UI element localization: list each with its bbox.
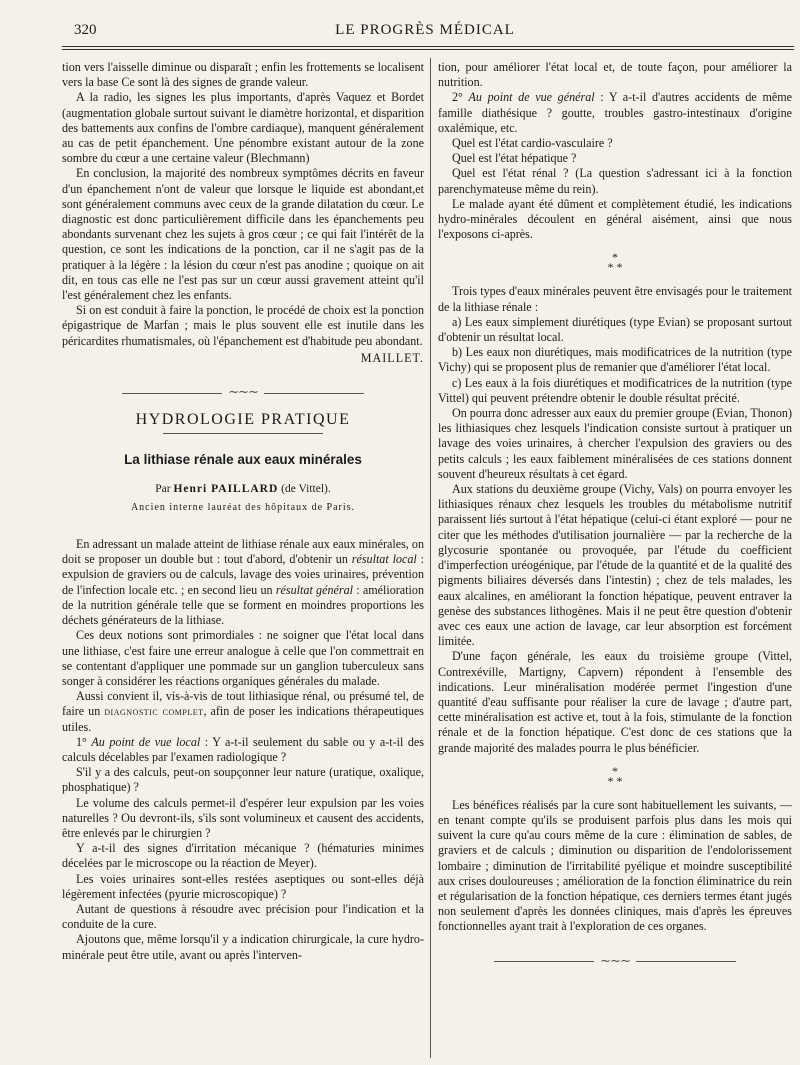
- paragraph: Si on est conduit à faire la ponction, le procédé de choix est la ponction épigastrique de Marfan ; mais le plus souvent elle est inutile dans les péricardites rhumatismales, où l'épanchement est d'habitude peu abondant.: [62, 303, 424, 348]
- paragraph: Les voies urinaires sont-elles restées aseptiques ou sont-elles déjà légèrement infectées (pyurie microscopique) ?: [62, 871, 424, 901]
- paragraph: Aux stations du deuxième groupe (Vichy, Vals) on pourra envoyer les lithiasiques rénaux chez lesquels les troubles du métabolisme nutritif paraissent liés surtout à l'état hépatique (celui-ci étant exploré — pour ne citer que les méthodes d'utilisation journalière — par la recherche de la glycosurie spontanée ou provoquée, par l'étude du coefficient d'imperfection uréogénique, par l'étude de la quantité et de la qualité des pigments biliaires déversés dans l'intestin) ; chez de tels malades, les eaux alcalines, en améliorant la fonction hépatique, peuvent entraver la genèse des substances lithogènes. Mais il ne peut être question d'obtenir avec ces eaux une action de lavage, car leur absorption est forcément limitée.: [438, 482, 792, 649]
- paragraph: Ces deux notions sont primordiales : ne soigner que l'état local dans une lithiase, c'est faire une erreur analogue à celle que l'on commettrait en se contentant d'appliquer une pommade sur un ganglion tuberculeux sans songer à considérer les réactions organiques générales du malade.: [62, 628, 424, 688]
- paragraph: Trois types d'eaux minérales peuvent être envisagés pour le traitement de la lithiase rénale :: [438, 284, 792, 314]
- paragraph: Quel est l'état cardio-vasculaire ?: [452, 136, 613, 151]
- section-title: HYDROLOGIE PRATIQUE: [135, 411, 351, 429]
- header-rule: [62, 46, 794, 47]
- paragraph: tion vers l'aisselle diminue ou disparaît ; enfin les frottements se localisent vers la base Ce sont là des signes de grande valeur.: [62, 60, 424, 90]
- paragraph: A la radio, les signes les plus importants, d'après Vaquez et Bordet (augmentation globale surtout suivant le diamètre horizontal, et disparition des battements aux confins de l'ombre cardiaque), manquent généralement au cas de petit épanchement. Une pénombre existant autour de la zone sombre du cœur a une certaine valeur (Blechmann): [62, 90, 424, 166]
- byline-prefix: Par: [155, 482, 171, 495]
- left-column: [62, 60, 424, 963]
- paragraph: b) Les eaux non diurétiques, mais modificatrices de la nutrition (type Vichy) qui se proposent plus de remanier que d'améliorer l'état local.: [438, 345, 792, 375]
- paragraph: Les bénéfices réalisés par la cure sont habituellement les suivants, — en tenant compte qu'ils se produisent parfois plus dans les mois qui suivent la cure qu'au cours même de la cure : élimination de sables, de graviers et de calculs ; diminution ou disparition de l'endolorissement lombaire ; diminution de l'irritabilité pyélique et moindre susceptibilité aux crises douloureuses ; amélioration de la fonction éliminatrice du rein et régularisation de la fonction hépatique, ces derniers termes étant jugés non seulement d'après les données cliniques, mais d'après les épreuves fonctionnelles ayant trait à l'exploration de ces organes.: [438, 797, 792, 934]
- paragraph: Autant de questions à résoudre avec précision pour l'indication et la conduite de la cure.: [62, 901, 424, 932]
- paragraph: Ajoutons que, même lorsqu'il y a indication chirurgicale, la cure hydro-minérale peut être utile, avant ou après l'interven-: [62, 932, 424, 962]
- byline: [62, 482, 424, 497]
- page-header: [62, 22, 788, 44]
- asterism-separator: * * *: [607, 250, 623, 275]
- paragraph: 1° Au point de vue local : Y a-t-il seulement du sable ou y a-t-il des calculs décelables par l'examen radiologique ?: [62, 734, 424, 764]
- paragraph: En conclusion, la majorité des nombreux symptômes décrits en faveur d'un épanchement n'ont de valeur que lorsque le liquide est abondant,et sont généralement communs avec ceux de la grande dilatation du cœur. Le diagnostic est donc particulièrement difficile dans les épanchements peu abondants survenant chez les sujets à gros cœur ; ce qui fait l'intérêt de la question, ce sont les indications de la ponction, car il ne s'agit pas de la pratiquer à la légère : la lésion du cœur n'est pas anodine ; quoique on ait dit, en tous cas elle ne l'est pas sur un cœur aussi gravement atteint qu'il l'est généralement chez les enfants.: [62, 166, 424, 303]
- asterism-separator: * * *: [607, 763, 623, 788]
- section-ornament: ∼∼∼: [62, 384, 424, 400]
- header-rule-double: [62, 49, 794, 50]
- right-column: [438, 60, 792, 979]
- section-rule: [163, 433, 323, 434]
- paragraph: Quel est l'état hépatique ?: [452, 151, 577, 166]
- paragraph: tion, pour améliorer l'état local et, de toute façon, pour améliorer la nutrition.: [438, 60, 792, 90]
- author-name: Henri PAILLARD: [173, 482, 279, 495]
- author-signature: MAILLET.: [360, 350, 424, 365]
- paragraph: D'une façon générale, les eaux du troisième groupe (Vittel, Contrexéville, Martigny, Capvern) répondent à l'ensemble des indications. Leur minéralisation modérée permet l'ingestion d'une quantité d'eau suffisante pour réaliser la cure de lavage ; d'autre part, cette minéralisation est active et, tout à la fois, stimulante de la fonction rénale et de la fonction hépatique. C'est donc de ces stations que la grande majorité des malades pourra le plus bénéficier.: [438, 649, 792, 755]
- column-divider: [430, 58, 431, 1058]
- paragraph: a) Les eaux simplement diurétiques (type Evian) se proposant surtout d'obtenir un résultat local.: [438, 314, 792, 345]
- page-number: 320: [74, 22, 97, 38]
- paragraph: Y a-t-il des signes d'irritation mécanique ? (hématuries minimes décelées par le microscope ou la réaction de Meyer).: [62, 841, 424, 871]
- end-ornament: ∼∼∼: [438, 953, 792, 969]
- paragraph: 2° Au point de vue général : Y a-t-il d'autres accidents de même famille diathésique ? goutte, troubles gastro-intestinaux d'origine oxalémique, etc.: [438, 90, 792, 135]
- paragraph: Quel est l'état rénal ? (La question s'adressant ici à la fonction parenchymateuse même du rein).: [438, 166, 792, 196]
- author-affiliation: Ancien interne lauréat des hôpitaux de Paris.: [130, 501, 356, 513]
- paragraph: On pourra donc adresser aux eaux du premier groupe (Evian, Thonon) les lithiasiques chez lesquels l'indication consiste surtout à pratiquer un lavage des voies urinaires, à chercher l'expulsion des graviers ou des petits calculs ; les eaux faiblement minéralisées de ces stations donnent souvent d'heureux résultats à cet égard.: [438, 406, 792, 481]
- paragraph: S'il y a des calculs, peut-on soupçonner leur nature (uratique, oxalique, phosphatique) ?: [62, 765, 424, 795]
- running-title: LE PROGRÈS MÉDICAL: [335, 22, 515, 38]
- paragraph: Le malade ayant été dûment et complètement étudié, les indications hydro-minérales découlent en général aisément, ainsi que nous l'exposons ci-après.: [438, 196, 792, 242]
- paragraph: c) Les eaux à la fois diurétiques et modificatrices de la nutrition (type Vittel) qui peuvent prétendre obtenir le double résultat précité.: [438, 375, 792, 405]
- paragraph: Le volume des calculs permet-il d'espérer leur expulsion par les voies naturelles ? Ou devront-ils, s'ils sont volumineux et causent des accidents, être enlevés par le chirurgien ?: [62, 795, 424, 840]
- paragraph: En adressant un malade atteint de lithiase rénale aux eaux minérales, on doit se proposer un double but : tout d'abord, d'obtenir un résultat local : expulsion de graviers ou de calculs, lavage des voies urinaires, prévention de l'infection locale etc. ; en second lieu un résultat général : amélioration de la nutrition générale telle que se forment en moindres proportions les déchets générateurs de la lithiase.: [62, 537, 424, 628]
- paragraph: Aussi convient il, vis-à-vis de tout lithiasique rénal, ou présumé tel, de faire un diagnostic complet, afin de poser les indications thérapeutiques utiles.: [62, 689, 424, 734]
- author-place: (de Vittel).: [281, 482, 331, 495]
- article-title: La lithiase rénale aux eaux minérales: [124, 452, 362, 468]
